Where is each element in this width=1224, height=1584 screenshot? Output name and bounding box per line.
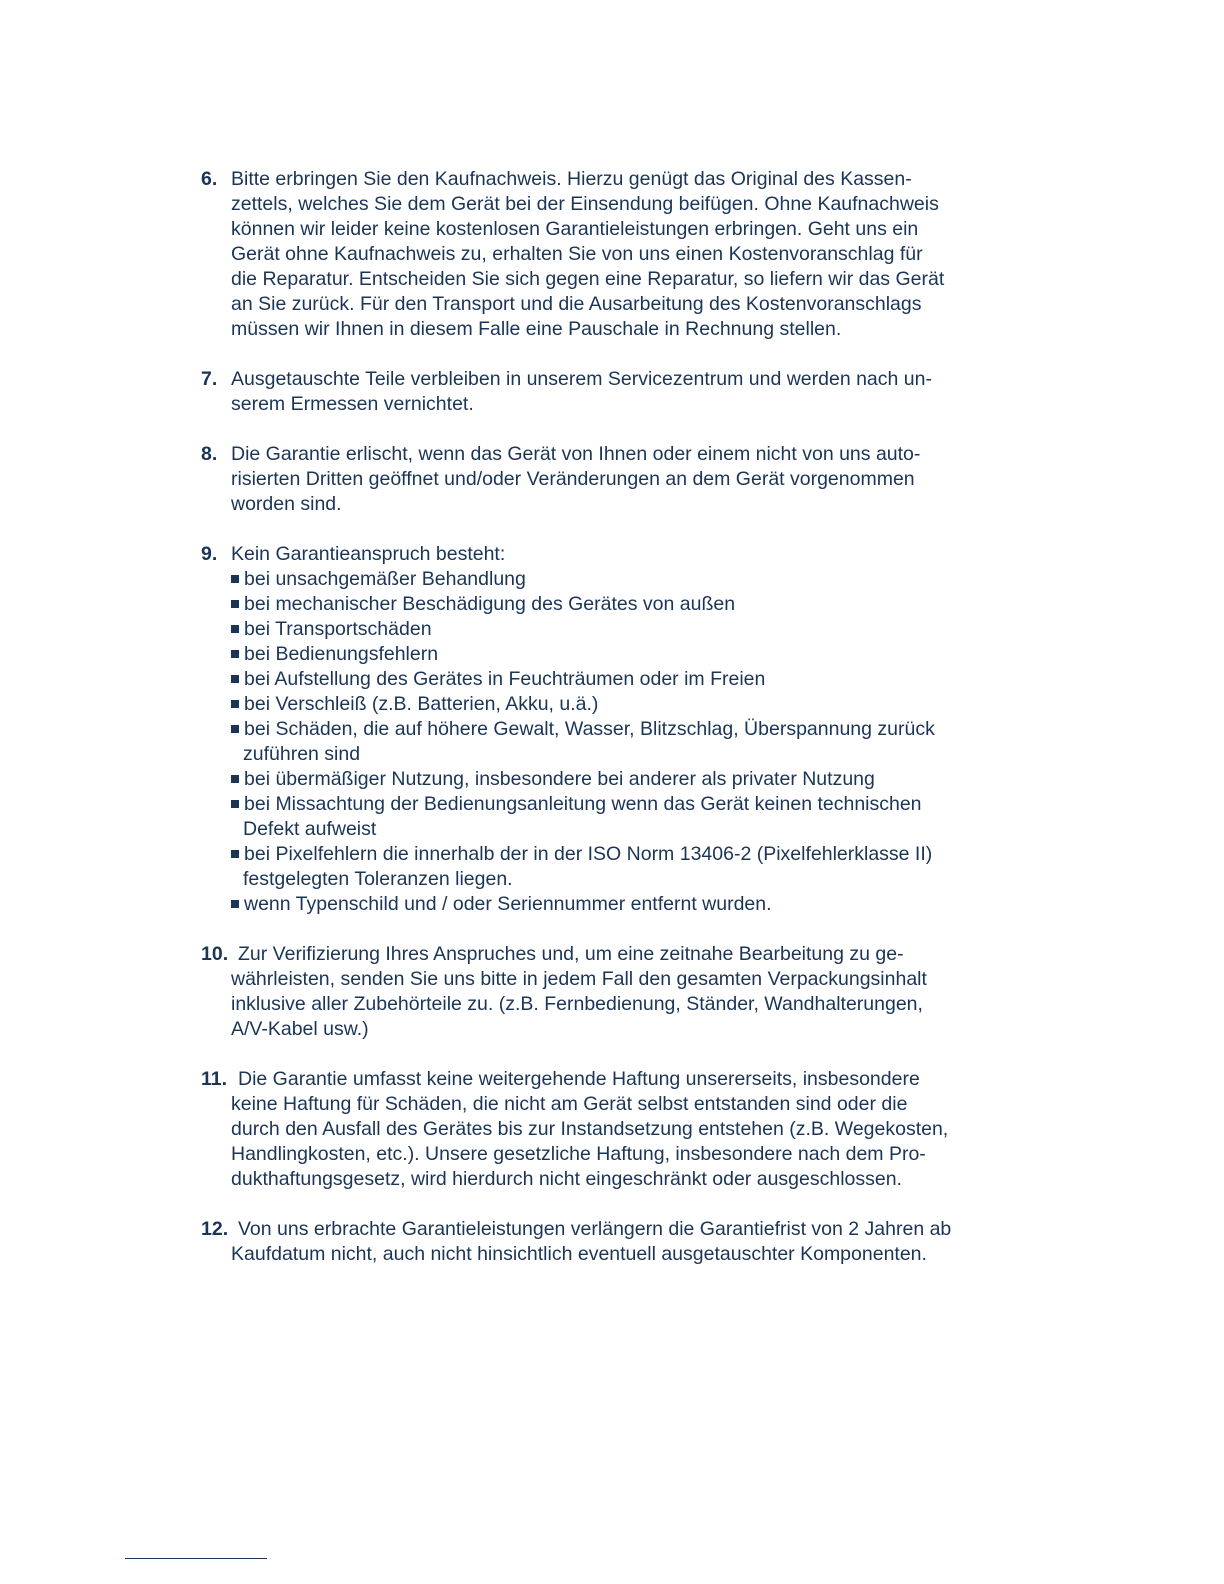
item-text-line: zettels, welches Sie dem Gerät bei der Einsendung beifügen. Ohne Kaufnachweis xyxy=(231,193,939,215)
bullet-item xyxy=(201,867,1101,892)
bullet-text: wenn Typenschild und / oder Seriennummer entfernt wurden. xyxy=(244,893,772,915)
bullet-item xyxy=(201,817,1101,842)
bullet-item xyxy=(201,592,1101,617)
list-item xyxy=(201,942,1101,1042)
item-text-line: A/V-Kabel usw.) xyxy=(231,1018,369,1040)
item-number: 6. xyxy=(201,168,218,190)
list-item xyxy=(201,542,1101,917)
item-number: 12. xyxy=(201,1218,229,1240)
bullet-item xyxy=(201,667,1101,692)
bullet-item xyxy=(201,892,1101,917)
bullet-item xyxy=(201,792,1101,817)
item-text-line: risierten Dritten geöffnet und/oder Veränderungen an dem Gerät vorgenommen xyxy=(231,468,915,490)
bullet-text: Defekt aufweist xyxy=(243,818,377,840)
item-text-line: Gerät ohne Kaufnachweis zu, erhalten Sie von uns einen Kostenvoranschlag für xyxy=(231,243,923,265)
square-bullet-icon xyxy=(231,600,239,608)
item-text-line: können wir leider keine kostenlosen Garantieleistungen erbringen. Geht uns ein xyxy=(231,218,919,240)
item-text-line: Bitte erbringen Sie den Kaufnachweis. Hierzu genügt das Original des Kassen- xyxy=(231,168,912,190)
item-number: 11. xyxy=(201,1068,228,1090)
square-bullet-icon xyxy=(231,800,239,808)
square-bullet-icon xyxy=(231,700,239,708)
footnote-divider xyxy=(125,1558,267,1559)
bullet-text: bei Schäden, die auf höhere Gewalt, Wasser, Blitzschlag, Überspannung zurück xyxy=(244,718,935,740)
bullet-text: bei unsachgemäßer Behandlung xyxy=(244,568,526,590)
bullet-item xyxy=(201,767,1101,792)
list-item xyxy=(201,367,1101,417)
bullet-item xyxy=(201,617,1101,642)
item-text-line: Die Garantie erlischt, wenn das Gerät von Ihnen oder einem nicht von uns auto- xyxy=(231,443,921,465)
square-bullet-icon xyxy=(231,625,239,633)
item-text-line: worden sind. xyxy=(231,493,342,515)
list-item xyxy=(201,442,1101,517)
item-text-line: währleisten, senden Sie uns bitte in jedem Fall den gesamten Verpackungsinhalt xyxy=(231,968,927,990)
square-bullet-icon xyxy=(231,900,239,908)
bullet-text: bei Pixelfehlern die innerhalb der in der ISO Norm 13406-2 (Pixelfehlerklasse II) xyxy=(244,843,933,865)
square-bullet-icon xyxy=(231,725,239,733)
item-text-line: an Sie zurück. Für den Transport und die Ausarbeitung des Kostenvoranschlags xyxy=(231,293,922,315)
square-bullet-icon xyxy=(231,850,239,858)
item-text-line: müssen wir Ihnen in diesem Falle eine Pauschale in Rechnung stellen. xyxy=(231,318,842,340)
warranty-terms xyxy=(201,167,1101,1292)
item-text-line: Kein Garantieanspruch besteht: xyxy=(231,543,506,565)
item-number: 10. xyxy=(201,943,229,965)
bullet-text: bei Transportschäden xyxy=(244,618,432,640)
bullet-item xyxy=(201,717,1101,742)
bullet-item xyxy=(201,842,1101,867)
bullet-text: bei Bedienungsfehlern xyxy=(244,643,439,665)
square-bullet-icon xyxy=(231,675,239,683)
item-text-line: Ausgetauschte Teile verbleiben in unserem Servicezentrum und werden nach un- xyxy=(231,368,932,390)
square-bullet-icon xyxy=(231,575,239,583)
item-text-line: Handlingkosten, etc.). Unsere gesetzliche Haftung, insbesondere nach dem Pro- xyxy=(231,1143,926,1165)
list-item xyxy=(201,1067,1101,1192)
square-bullet-icon xyxy=(231,650,239,658)
bullet-text: bei mechanischer Beschädigung des Gerätes von außen xyxy=(244,593,736,615)
bullet-text: bei Aufstellung des Gerätes in Feuchträumen oder im Freien xyxy=(244,668,766,690)
item-text-line: Zur Verifizierung Ihres Anspruches und, um eine zeitnahe Bearbeitung zu ge- xyxy=(238,943,904,965)
item-number: 9. xyxy=(201,543,218,565)
bullet-item xyxy=(201,742,1101,767)
bullet-text: bei Missachtung der Bedienungsanleitung wenn das Gerät keinen technischen xyxy=(244,793,922,815)
bullet-item xyxy=(201,692,1101,717)
bullet-text: zuführen sind xyxy=(243,743,361,765)
item-text-line: Die Garantie umfasst keine weitergehende Haftung unsererseits, insbesondere xyxy=(238,1068,920,1090)
item-text-line: Von uns erbrachte Garantieleistungen verlängern die Garantiefrist von 2 Jahren ab xyxy=(238,1218,952,1240)
item-text-line: keine Haftung für Schäden, die nicht am Gerät selbst entstanden sind oder die xyxy=(231,1093,908,1115)
bullet-text: bei Verschleiß (z.B. Batterien, Akku, u.ä.) xyxy=(244,693,599,715)
bullet-text: bei übermäßiger Nutzung, insbesondere bei anderer als privater Nutzung xyxy=(244,768,875,790)
item-text-line: die Reparatur. Entscheiden Sie sich gegen eine Reparatur, so liefern wir das Gerät xyxy=(231,268,945,290)
list-item xyxy=(201,167,1101,342)
item-text-line: Kaufdatum nicht, auch nicht hinsichtlich eventuell ausgetauschter Komponenten. xyxy=(231,1243,927,1265)
bullet-text: festgelegten Toleranzen liegen. xyxy=(243,868,513,890)
item-text-line: durch den Ausfall des Gerätes bis zur Instandsetzung entstehen (z.B. Wegekosten, xyxy=(231,1118,949,1140)
item-text-line: inklusive aller Zubehörteile zu. (z.B. Fernbedienung, Ständer, Wandhalterungen, xyxy=(231,993,923,1015)
list-item xyxy=(201,1217,1101,1267)
item-text-line: serem Ermessen vernichtet. xyxy=(231,393,474,415)
bullet-item xyxy=(201,567,1101,592)
square-bullet-icon xyxy=(231,775,239,783)
item-number: 7. xyxy=(201,368,218,390)
bullet-item xyxy=(201,642,1101,667)
item-number: 8. xyxy=(201,443,218,465)
item-text-line: dukthaftungsgesetz, wird hierdurch nicht eingeschränkt oder ausgeschlossen. xyxy=(231,1168,902,1190)
